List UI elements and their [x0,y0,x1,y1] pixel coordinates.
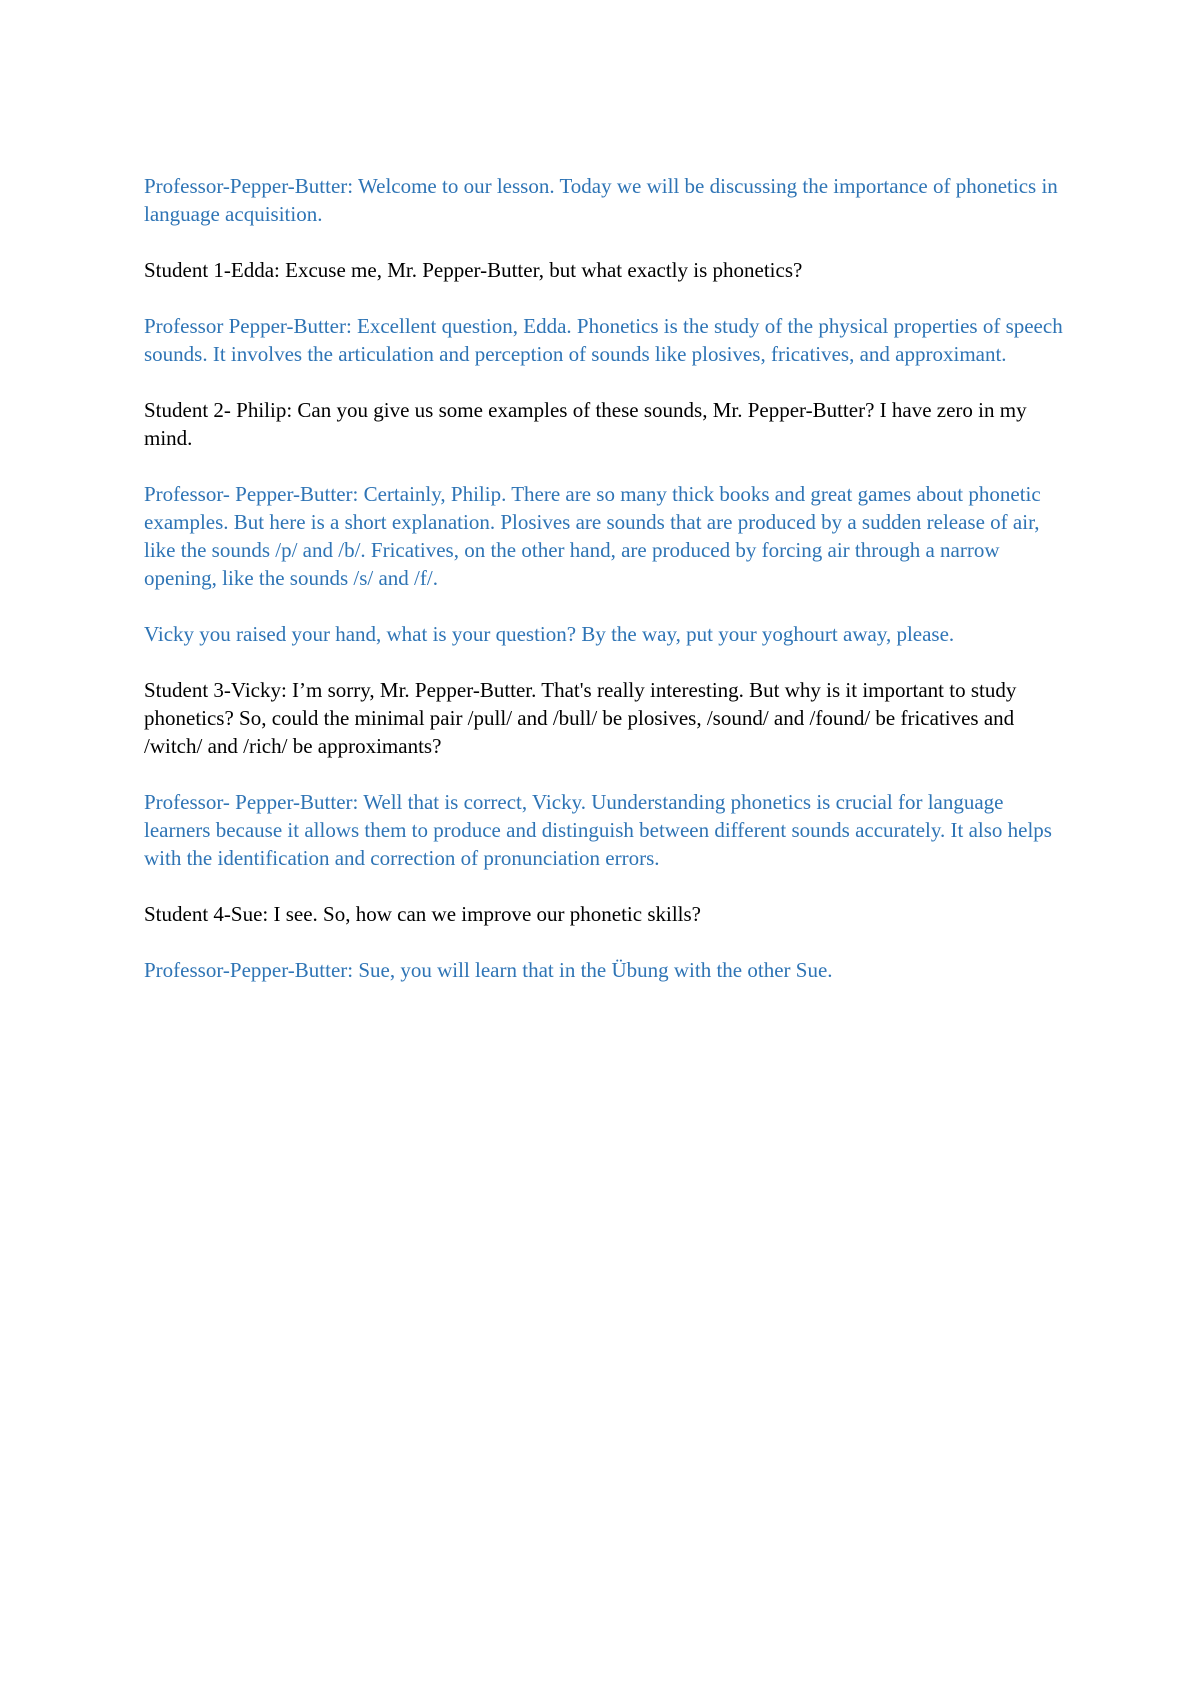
dialogue-paragraph-professor-examples: Professor- Pepper-Butter: Certainly, Philip. There are so many thick books and great games about phonetic examples. But here is a short explanation. Plosives are sounds that are produced by a sudden release of air, like the sounds /p/ and /b/. Fricatives, on the other hand, are produced by forcing air through a narrow opening, like the sounds /s/ and /f/. [144,482,1041,590]
dialogue-body [144,172,1069,1012]
dialogue-paragraph-professor-importance: Professor- Pepper-Butter: Well that is correct, Vicky. Uunderstanding phonetics is crucial for language learners because it allows them to produce and distinguish between different sounds accurately. It also helps with the identification and correction of pronunciation errors. [144,790,1052,870]
dialogue-paragraph-professor-vicky-prompt: Vicky you raised your hand, what is your question? By the way, put your yoghourt away, please. [144,622,955,646]
dialogue-paragraph-student-sue: Student 4-Sue: I see. So, how can we improve our phonetic skills? [144,902,701,926]
dialogue-paragraph-professor-closing: Professor-Pepper-Butter: Sue, you will learn that in the Übung with the other Sue. [144,958,833,982]
dialogue-paragraph-professor-welcome: Professor-Pepper-Butter: Welcome to our lesson. Today we will be discussing the importance of phonetics in language acquisition. [144,174,1058,226]
dialogue-paragraph-student-philip: Student 2- Philip: Can you give us some examples of these sounds, Mr. Pepper-Butter? I have zero in my mind. [144,398,1027,450]
dialogue-paragraph-student-edda: Student 1-Edda: Excuse me, Mr. Pepper-Butter, but what exactly is phonetics? [144,258,803,282]
dialogue-paragraph-professor-definition: Professor Pepper-Butter: Excellent question, Edda. Phonetics is the study of the physical properties of speech sounds. It involves the articulation and perception of sounds like plosives, fricatives, and approximant. [144,314,1063,366]
dialogue-paragraph-student-vicky: Student 3-Vicky: I’m sorry, Mr. Pepper-Butter. That's really interesting. But why is it important to study phonetics? So, could the minimal pair /pull/ and /bull/ be plosives, /sound/ and /found/ be fricatives and /witch/ and /rich/ be approximants? [144,678,1017,758]
